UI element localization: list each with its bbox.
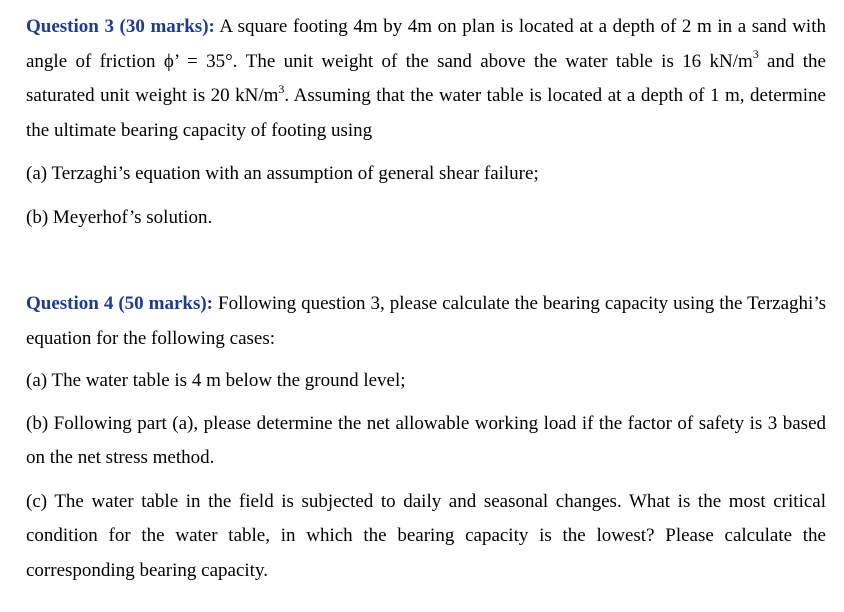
superscript-cubed: 3 [278, 81, 285, 96]
question-4-paragraph [26, 287, 826, 356]
question-3-part-a: (a) Terzaghi’s equation with an assumption of general shear failure; [26, 163, 539, 184]
question-3-heading: Question 3 (30 marks): [26, 16, 215, 37]
document-page [26, 10, 826, 588]
question-3-part-b: (b) Meyerhof’s solution. [26, 206, 213, 228]
question-3-body-pre: A square footing 4m by 4m on plan is located at a depth of 2 m in a sand with angle of friction ϕ’ = 35°. The unit weight of the sand above the water table is 16 kN/m [26, 16, 826, 72]
question-4-part-c: (c) The water table in the field is subjected to daily and seasonal changes. What is the most critical condition for the water table, in which the bearing capacity is the lowest? Please calculate the corresponding bearing capacity. [26, 490, 826, 581]
question-4-part-a: (a) The water table is 4 m below the ground level; [26, 370, 406, 391]
question-3-paragraph [26, 10, 826, 148]
superscript-cubed: 3 [752, 47, 759, 62]
question-3-body-mid: and the saturated unit weight is 20 kN/m [26, 50, 826, 106]
question-3-body-post: . Assuming that the water table is located at a depth of 1 m, determine the ultimate bearing capacity of footing using [26, 85, 826, 141]
question-4-part-b: (b) Following part (a), please determine the net allowable working load if the factor of safety is 3 based on the net stress method. [26, 412, 826, 468]
question-4-heading: Question 4 (50 marks): [26, 293, 214, 314]
question-4-body: Following question 3, please calculate the bearing capacity using the Terzaghi’s equation for the following cases: [26, 293, 826, 349]
